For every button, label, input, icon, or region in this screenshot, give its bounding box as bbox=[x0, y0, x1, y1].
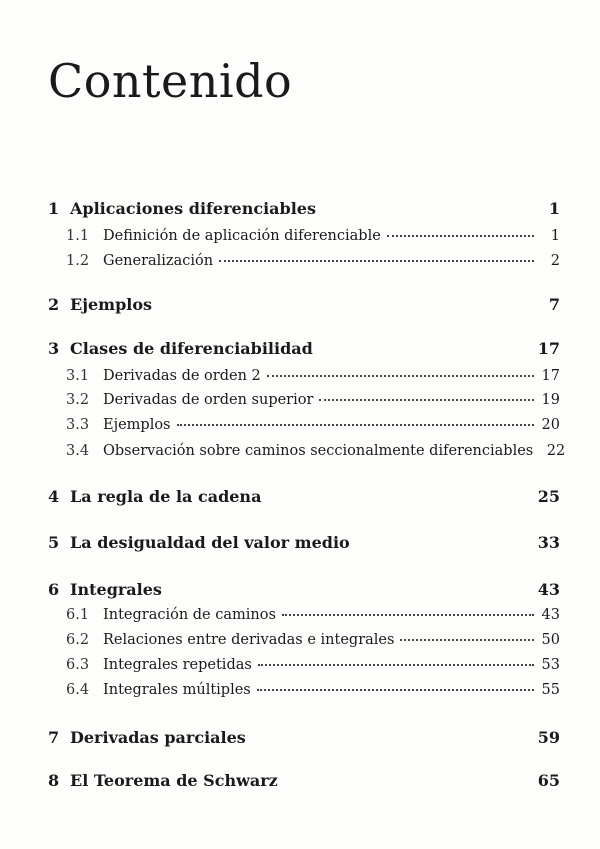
chapter-title: Ejemplos bbox=[70, 295, 153, 314]
chapter-page: 1 bbox=[548, 199, 560, 218]
chapter-page: 43 bbox=[537, 580, 560, 599]
toc-section bbox=[66, 632, 560, 648]
chapter-number: 2 bbox=[48, 295, 60, 314]
section-page: 1 bbox=[550, 228, 560, 244]
chapter-number: 1 bbox=[48, 199, 60, 218]
leader-dots bbox=[219, 259, 534, 262]
section-page: 22 bbox=[546, 443, 566, 459]
toc-chapter bbox=[48, 487, 560, 506]
leader-dots bbox=[257, 688, 534, 691]
section-page: 43 bbox=[541, 607, 560, 623]
section-page: 50 bbox=[541, 632, 560, 648]
leader-dots bbox=[177, 423, 534, 426]
chapter-title: Derivadas parciales bbox=[70, 728, 246, 747]
leader-dots bbox=[267, 374, 534, 377]
toc-section bbox=[66, 607, 560, 623]
section-title: Integrales repetidas bbox=[103, 657, 252, 673]
chapter-title: Aplicaciones diferenciables bbox=[70, 199, 316, 218]
toc-section bbox=[66, 417, 560, 433]
section-number: 3.4 bbox=[66, 443, 90, 459]
leader-dots bbox=[387, 234, 534, 237]
toc-section bbox=[66, 392, 560, 408]
section-page: 2 bbox=[550, 253, 560, 269]
leader-dots bbox=[319, 398, 534, 401]
toc-section bbox=[66, 253, 560, 269]
toc-chapter bbox=[48, 295, 560, 314]
chapter-number: 8 bbox=[48, 771, 60, 790]
section-title: Derivadas de orden 2 bbox=[103, 368, 261, 384]
chapter-page: 25 bbox=[537, 487, 560, 506]
toc-chapter bbox=[48, 580, 560, 599]
section-number: 6.3 bbox=[66, 657, 90, 673]
chapter-number: 6 bbox=[48, 580, 60, 599]
toc-section bbox=[66, 228, 560, 244]
section-number: 3.1 bbox=[66, 368, 90, 384]
section-number: 6.1 bbox=[66, 607, 90, 623]
page-title: Contenido bbox=[48, 54, 293, 108]
section-title: Observación sobre caminos seccionalmente diferenciables bbox=[103, 443, 534, 459]
toc-section bbox=[66, 368, 560, 384]
section-page: 55 bbox=[541, 682, 560, 698]
toc-chapter bbox=[48, 533, 560, 552]
section-page: 53 bbox=[541, 657, 560, 673]
toc-chapter bbox=[48, 771, 560, 790]
chapter-title: Clases de diferenciabilidad bbox=[70, 339, 313, 358]
chapter-title: El Teorema de Schwarz bbox=[70, 771, 278, 790]
section-title: Ejemplos bbox=[103, 417, 171, 433]
section-title: Generalización bbox=[103, 253, 214, 269]
section-page: 20 bbox=[541, 417, 560, 433]
section-title: Relaciones entre derivadas e integrales bbox=[103, 632, 395, 648]
toc-chapter bbox=[48, 728, 560, 747]
section-number: 1.1 bbox=[66, 228, 90, 244]
section-number: 3.3 bbox=[66, 417, 90, 433]
section-title: Derivadas de orden superior bbox=[103, 392, 314, 408]
section-number: 3.2 bbox=[66, 392, 90, 408]
chapter-page: 33 bbox=[537, 533, 560, 552]
chapter-page: 7 bbox=[548, 295, 560, 314]
chapter-title: La desigualdad del valor medio bbox=[70, 533, 350, 552]
section-title: Integrales múltiples bbox=[103, 682, 251, 698]
section-number: 6.4 bbox=[66, 682, 90, 698]
section-page: 17 bbox=[541, 368, 560, 384]
chapter-number: 5 bbox=[48, 533, 60, 552]
chapter-page: 59 bbox=[537, 728, 560, 747]
chapter-title: Integrales bbox=[70, 580, 162, 599]
chapter-page: 17 bbox=[537, 339, 560, 358]
section-number: 1.2 bbox=[66, 253, 90, 269]
chapter-page: 65 bbox=[537, 771, 560, 790]
chapter-number: 4 bbox=[48, 487, 60, 506]
chapter-title: La regla de la cadena bbox=[70, 487, 262, 506]
toc-section bbox=[66, 657, 560, 673]
toc-chapter bbox=[48, 199, 560, 218]
toc-chapter bbox=[48, 339, 560, 358]
chapter-number: 7 bbox=[48, 728, 60, 747]
leader-dots bbox=[400, 638, 534, 641]
leader-dots bbox=[282, 613, 534, 616]
leader-dots bbox=[258, 663, 534, 666]
section-title: Integración de caminos bbox=[103, 607, 276, 623]
section-number: 6.2 bbox=[66, 632, 90, 648]
chapter-number: 3 bbox=[48, 339, 60, 358]
toc-section bbox=[66, 443, 566, 459]
section-title: Definición de aplicación diferenciable bbox=[103, 228, 381, 244]
toc-section bbox=[66, 682, 560, 698]
section-page: 19 bbox=[541, 392, 560, 408]
